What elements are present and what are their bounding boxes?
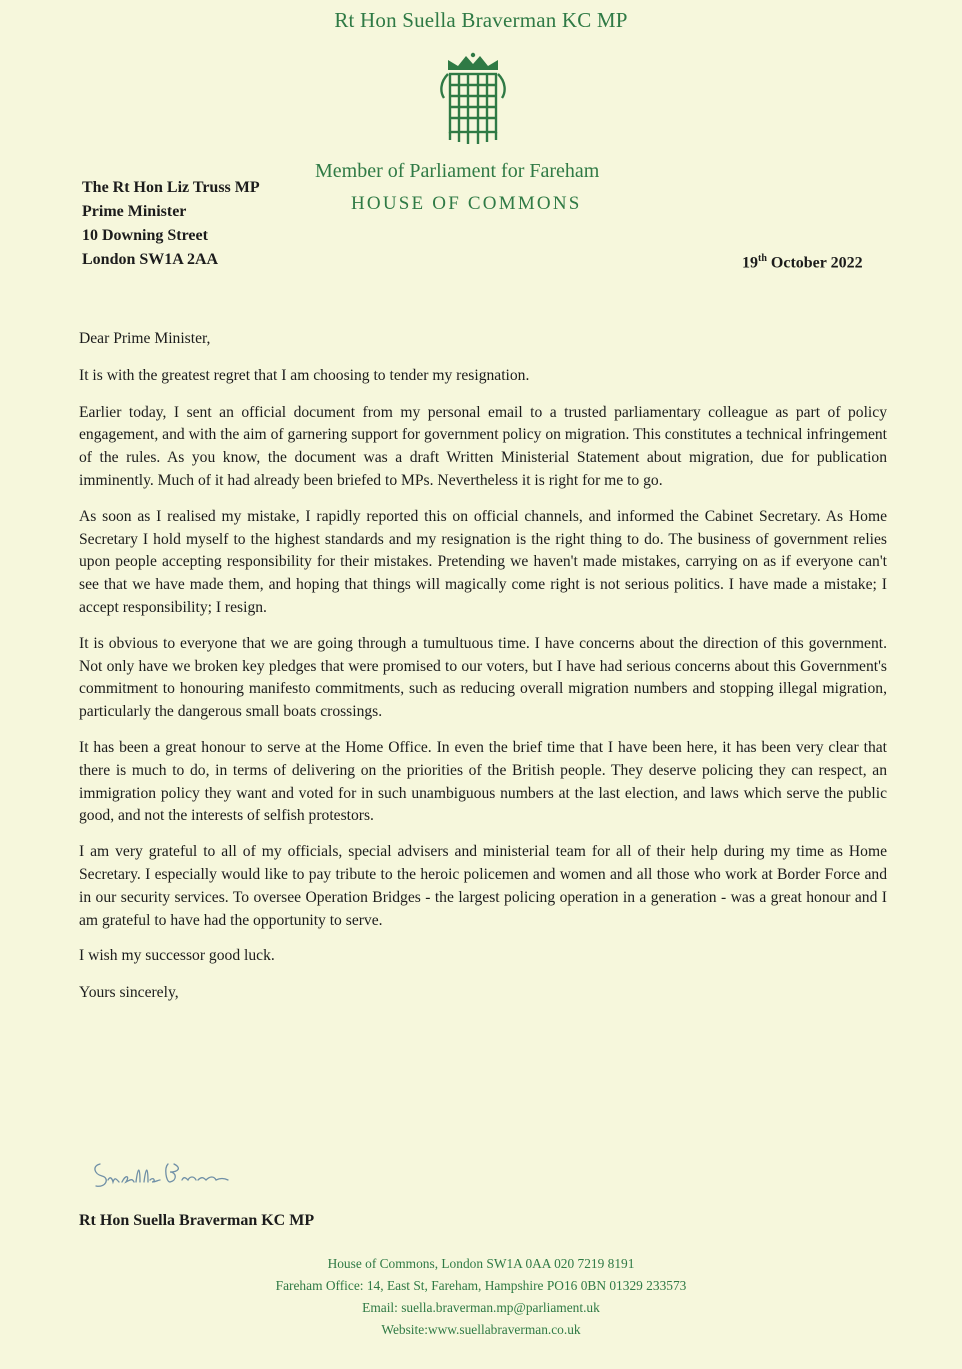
constituency-line: Member of Parliament for Fareham	[315, 160, 600, 182]
salutation: Dear Prime Minister,	[79, 330, 211, 347]
recipient-address	[82, 176, 260, 272]
recipient-line: 10 Downing Street	[82, 227, 208, 244]
recipient-line: The Rt Hon Liz Truss MP	[82, 179, 260, 196]
house-of-commons-line: HOUSE OF COMMONS	[351, 193, 582, 214]
footer-line: Fareham Office: 14, East St, Fareham, Hampshire PO16 0BN 01329 233573	[275, 1278, 687, 1293]
recipient-line: London SW1A 2AA	[82, 251, 219, 268]
body-paragraph: I am very grateful to all of my officials, special advisers and ministerial team for all of their help during my time as Home Secretary. I especially would like to pay tribute to the heroic policemen and women and all those who work at Border Force and in our security services. To oversee Operation Bridges - the largest policing operation in a generation - was a great honour and I am grateful to have had the opportunity to serve.	[79, 843, 887, 929]
letter-date	[742, 253, 863, 272]
body-paragraph: It has been a great honour to serve at the Home Office. In even the brief time that I have been here, it has been very clear that there is much to do, in terms of delivering on the priorities of the British people. They deserve policing they can respect, an immigration policy they want and voted for in such unambiguous numbers at the last election, and laws which serve the public good, and not the interests of selfish protestors.	[79, 738, 887, 825]
letterhead-footer	[0, 1253, 962, 1341]
footer-email: Email: suella.braverman.mp@parliament.uk	[362, 1300, 600, 1315]
body-paragraph: It is obvious to everyone that we are going through a tumultuous time. I have concerns about the direction of this government. Not only have we broken key pledges that were promised to our voters, but I have had serious concerns about this Government's commitment to honouring manifesto commitments, such as reducing overall migration numbers and stopping illegal migration, particularly the dangerous small boats crossings.	[79, 634, 887, 721]
body-paragraph: As soon as I realised my mistake, I rapidly reported this on official channels, and informed the Cabinet Secretary. As Home Secretary I hold myself to the highest standards and my resignation is the right thing to do. The business of government relies upon people accepting responsibility for their mistakes. Pretending we haven't made mistakes, carrying on as if everyone can't see that we have made them, and hoping that things will magically come right is not serious politics. I have made a mistake; I accept responsibility; I resign.	[79, 507, 887, 616]
letter-body	[79, 328, 887, 1019]
recipient-line: Prime Minister	[82, 203, 187, 220]
body-paragraph: It is with the greatest regret that I am choosing to tender my resignation.	[79, 366, 530, 384]
footer-website: Website:www.suellabraverman.co.uk	[381, 1322, 581, 1337]
date-suffix: th	[758, 253, 767, 264]
signature-image	[86, 1152, 246, 1194]
closing: Yours sincerely,	[79, 984, 179, 1002]
footer-line: House of Commons, London SW1A 0AA 020 7219 8191	[327, 1256, 635, 1271]
letterhead-name: Rt Hon Suella Braverman KC MP	[334, 8, 628, 32]
date-day: 19	[742, 254, 758, 272]
date-rest: October 2022	[766, 254, 863, 272]
portcullis-icon	[440, 52, 506, 148]
signoff-name: Rt Hon Suella Braverman KC MP	[79, 1212, 315, 1229]
body-paragraph: Earlier today, I sent an official document from my personal email to a trusted parliamentary colleague as part of policy engagement, and with the aim of garnering support for government policy on migration. This constitutes a technical infringement of the rules. As you know, the document was a draft Written Ministerial Statement about migration, due for publication imminently. Much of it had already been briefed to MPs. Nevertheless it is right for me to go.	[79, 403, 887, 489]
body-paragraph: I wish my successor good luck.	[79, 947, 275, 965]
